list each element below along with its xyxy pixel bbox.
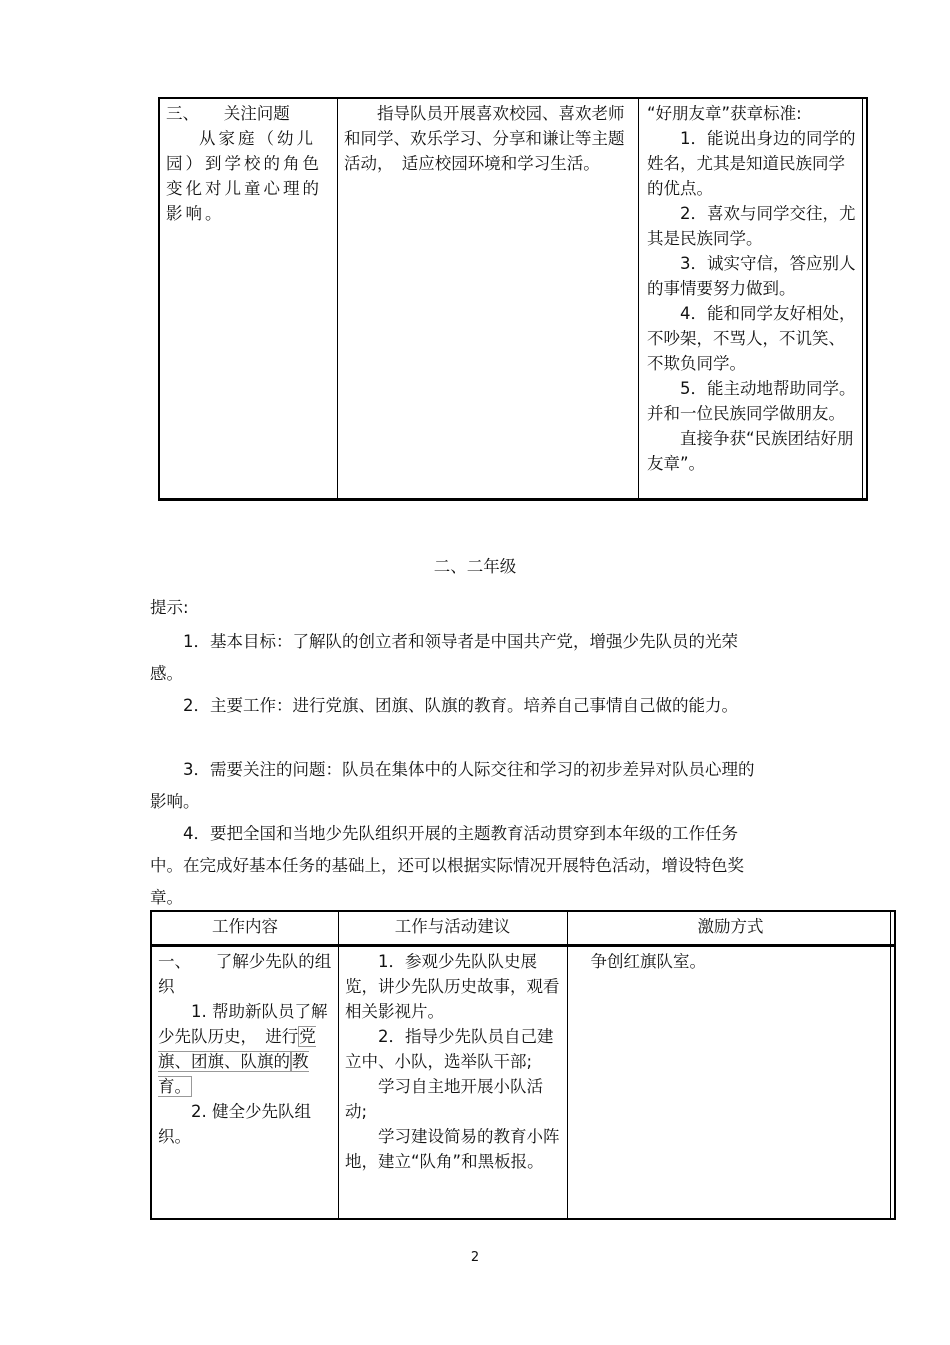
criteria-item: 4．能和同学友好相处，不吵架，不骂人，不讥笑、不欺负同学。: [647, 304, 856, 373]
incentive-cell: [568, 947, 894, 1218]
page-number: 2: [470, 1250, 480, 1265]
badge-criteria-cell: [639, 99, 866, 498]
focus-issue-title: 三、 关注问题: [166, 104, 290, 123]
section-heading: 二、二年级: [433, 557, 517, 576]
hint-item-3: 3．需要关注的问题：队员在集体中的人际交往和学习的初步差异对队员心理的影响。: [150, 760, 755, 811]
criteria-direct-award: 直接争获“民族团结好朋友章”。: [647, 429, 854, 473]
header-incentive-method: 激励方式: [697, 917, 764, 936]
criteria-item: 3．诚实守信，答应别人的事情要努力做到。: [647, 254, 856, 298]
hint-item-1: 1．基本目标：了解队的创立者和领导者是中国共产党，增强少先队员的光荣感。: [150, 632, 738, 683]
work-content-title: 一、 了解少先队的组织: [158, 952, 332, 996]
focus-issue-text: 从家庭（幼儿园）到学校的角色变化对儿童心理的影响。: [166, 129, 322, 223]
header-work-content: 工作内容: [212, 917, 278, 936]
grade-two-work-table: [150, 910, 896, 1220]
work-item-2: 2. 健全少先队组织。: [158, 1102, 311, 1146]
badge-criteria-title: “好朋友章”获章标准:: [647, 104, 802, 123]
hint-label: 提示:: [150, 598, 189, 617]
activity-suggestion-cell: [339, 947, 567, 1218]
double-border-line: [862, 99, 863, 498]
suggestion-item: 2．指导少先队员自己建立中、小队，选举队干部;: [345, 1027, 554, 1071]
work-item-1: 1. 帮助新队员了解少先队历史， 进行党旗、团旗、队旗的 教育。: [158, 1002, 328, 1096]
table-header-row: [152, 912, 894, 947]
hint-item-2: 2．主要工作：进行党旗、团旗、队旗的教育。培养自己事情自己做的能力。: [183, 696, 738, 715]
criteria-item: 2．喜欢与同学交往，尤其是民族同学。: [647, 204, 856, 248]
suggestion-item: 1．参观少先队队史展览，讲少先队历史故事，观看相关影视片。: [345, 952, 560, 1021]
activity-suggestion-text: 指导队员开展喜欢校园、喜欢老师和同学、欢乐学习、分享和谦让等主题活动， 适应校园环境和学习生活。: [344, 104, 625, 173]
suggestion-item: 学习建设简易的教育小阵地，建立“队角”和黑板报。: [345, 1127, 560, 1171]
highlighted-text: 教育。: [158, 1052, 309, 1096]
criteria-table-continued: [158, 97, 868, 501]
header-activity-suggestions: 工作与活动建议: [394, 917, 511, 936]
highlighted-text: 党旗、团旗、队旗的: [158, 1027, 316, 1071]
focus-issue-cell: [160, 99, 338, 498]
work-content-cell: [152, 947, 338, 1218]
activity-suggestion-cell: [338, 99, 639, 498]
incentive-text: 争创红旗队室。: [590, 952, 706, 971]
criteria-item: 1．能说出身边的同学的姓名，尤其是知道民族同学的优点。: [647, 129, 856, 198]
criteria-item: 5．能主动地帮助同学。并和一位民族同学做朋友。: [647, 379, 856, 423]
hint-item-4: 4．要把全国和当地少先队组织开展的主题教育活动贯穿到本年级的工作任务中。在完成好基本任务的基础上，还可以根据实际情况开展特色活动，增设特色奖章。: [150, 824, 744, 907]
suggestion-item: 学习自主地开展小队活动;: [345, 1077, 543, 1121]
